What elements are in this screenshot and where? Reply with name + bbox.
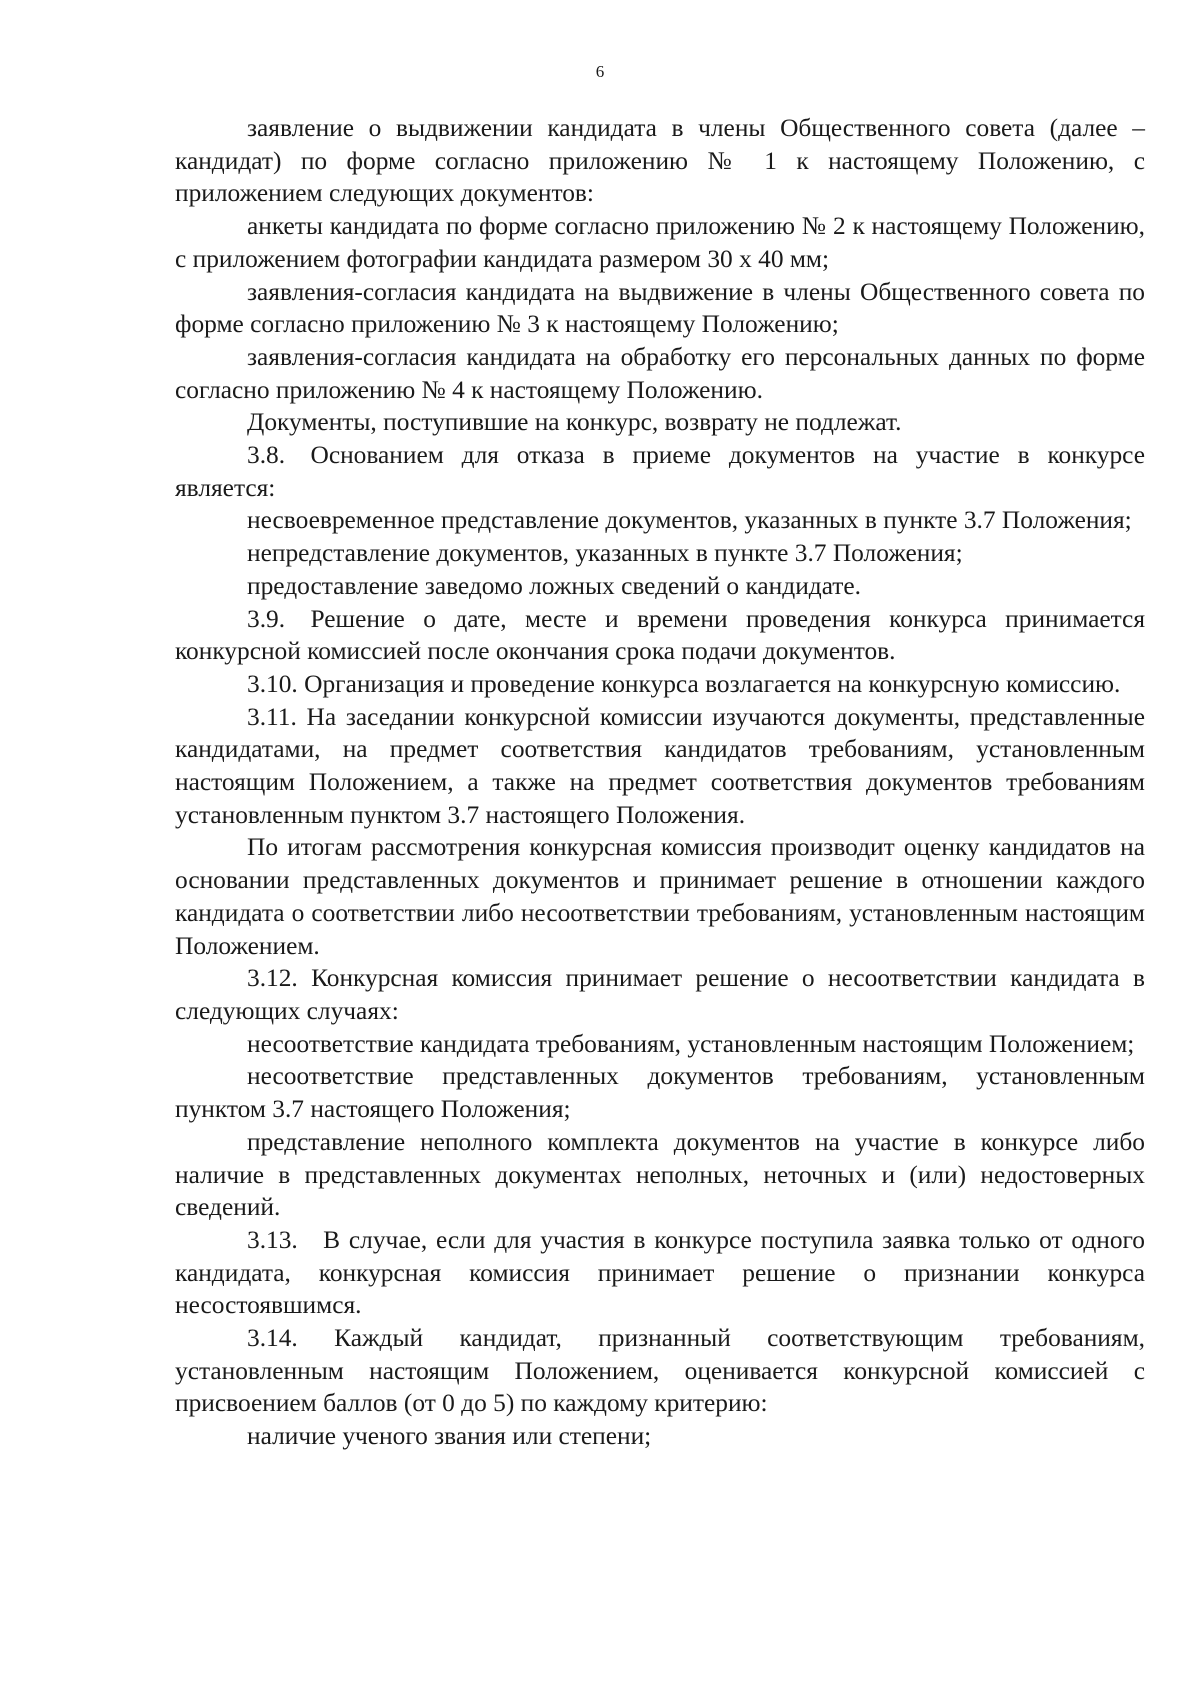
- section-paragraph-3-9: 3.9. Решение о дате, месте и времени проведения конкурса принимается конкурсной комиссией после окончания срока подачи документов.: [175, 604, 1145, 666]
- document-body: [175, 112, 1145, 1453]
- paragraph: представление неполного комплекта документов на участие в конкурсе либо наличие в представленных документах неполных, неточных и (или) недостоверных сведений.: [175, 1127, 1145, 1222]
- paragraph: несоответствие представленных документов требованиям, установленным пунктом 3.7 настоящего Положения;: [175, 1062, 1145, 1124]
- paragraph: предоставление заведомо ложных сведений о кандидате.: [247, 571, 862, 600]
- section-paragraph-3-10: 3.10. Организация и проведение конкурса возлагается на конкурсную комиссию.: [247, 669, 1121, 698]
- paragraph: наличие ученого звания или степени;: [247, 1422, 652, 1451]
- paragraph: По итогам рассмотрения конкурсная комиссия производит оценку кандидатов на основании представленных документов и принимает решение в отношении каждого кандидата о соответствии либо несоответствии требованиям, установленным настоящим Положением.: [175, 833, 1145, 960]
- paragraph: заявления-согласия кандидата на выдвижение в члены Общественного совета по форме согласно приложению № 3 к настоящему Положению;: [175, 277, 1145, 339]
- paragraph: Документы, поступившие на конкурс, возврату не подлежат.: [247, 408, 902, 437]
- paragraph: заявление о выдвижении кандидата в члены Общественного совета (далее – кандидат) по форме согласно приложению № 1 к настоящему Положению, с приложением следующих документов:: [175, 114, 1145, 208]
- section-paragraph-3-14: 3.14. Каждый кандидат, признанный соответствующим требованиям, установленным настоящим Положением, оценивается конкурсной комиссией с присвоением баллов (от 0 до 5) по каждому критерию:: [175, 1324, 1145, 1418]
- section-paragraph-3-12: 3.12. Конкурсная комиссия принимает решение о несоответствии кандидата в следующих случаях:: [175, 964, 1145, 1025]
- section-paragraph-3-8: 3.8. Основанием для отказа в приеме документов на участие в конкурсе является:: [175, 441, 1145, 502]
- paragraph: непредставление документов, указанных в пункте 3.7 Положения;: [247, 539, 963, 568]
- paragraph: анкеты кандидата по форме согласно приложению № 2 к настоящему Положению, с приложением фотографии кандидата размером 30 х 40 мм;: [175, 212, 1145, 273]
- paragraph: несвоевременное представление документов, указанных в пункте 3.7 Положения;: [247, 506, 1132, 535]
- page-number: 6: [595, 62, 605, 81]
- paragraph: заявления-согласия кандидата на обработку его персональных данных по форме согласно приложению № 4 к настоящему Положению.: [175, 342, 1145, 404]
- paragraph: несоответствие кандидата требованиям, установленным настоящим Положением;: [247, 1029, 1135, 1058]
- section-paragraph-3-11: 3.11. На заседании конкурсной комиссии изучаются документы, представленные кандидатами, на предмет соответствия кандидатов требованиям, установленным настоящим Положением, а также на предмет соответствия документов требованиям установленным пунктом 3.7 настоящего Положения.: [175, 702, 1145, 829]
- section-paragraph-3-13: 3.13. В случае, если для участия в конкурсе поступила заявка только от одного кандидата, конкурсная комиссия принимает решение о признании конкурса несостоявшимся.: [175, 1225, 1145, 1320]
